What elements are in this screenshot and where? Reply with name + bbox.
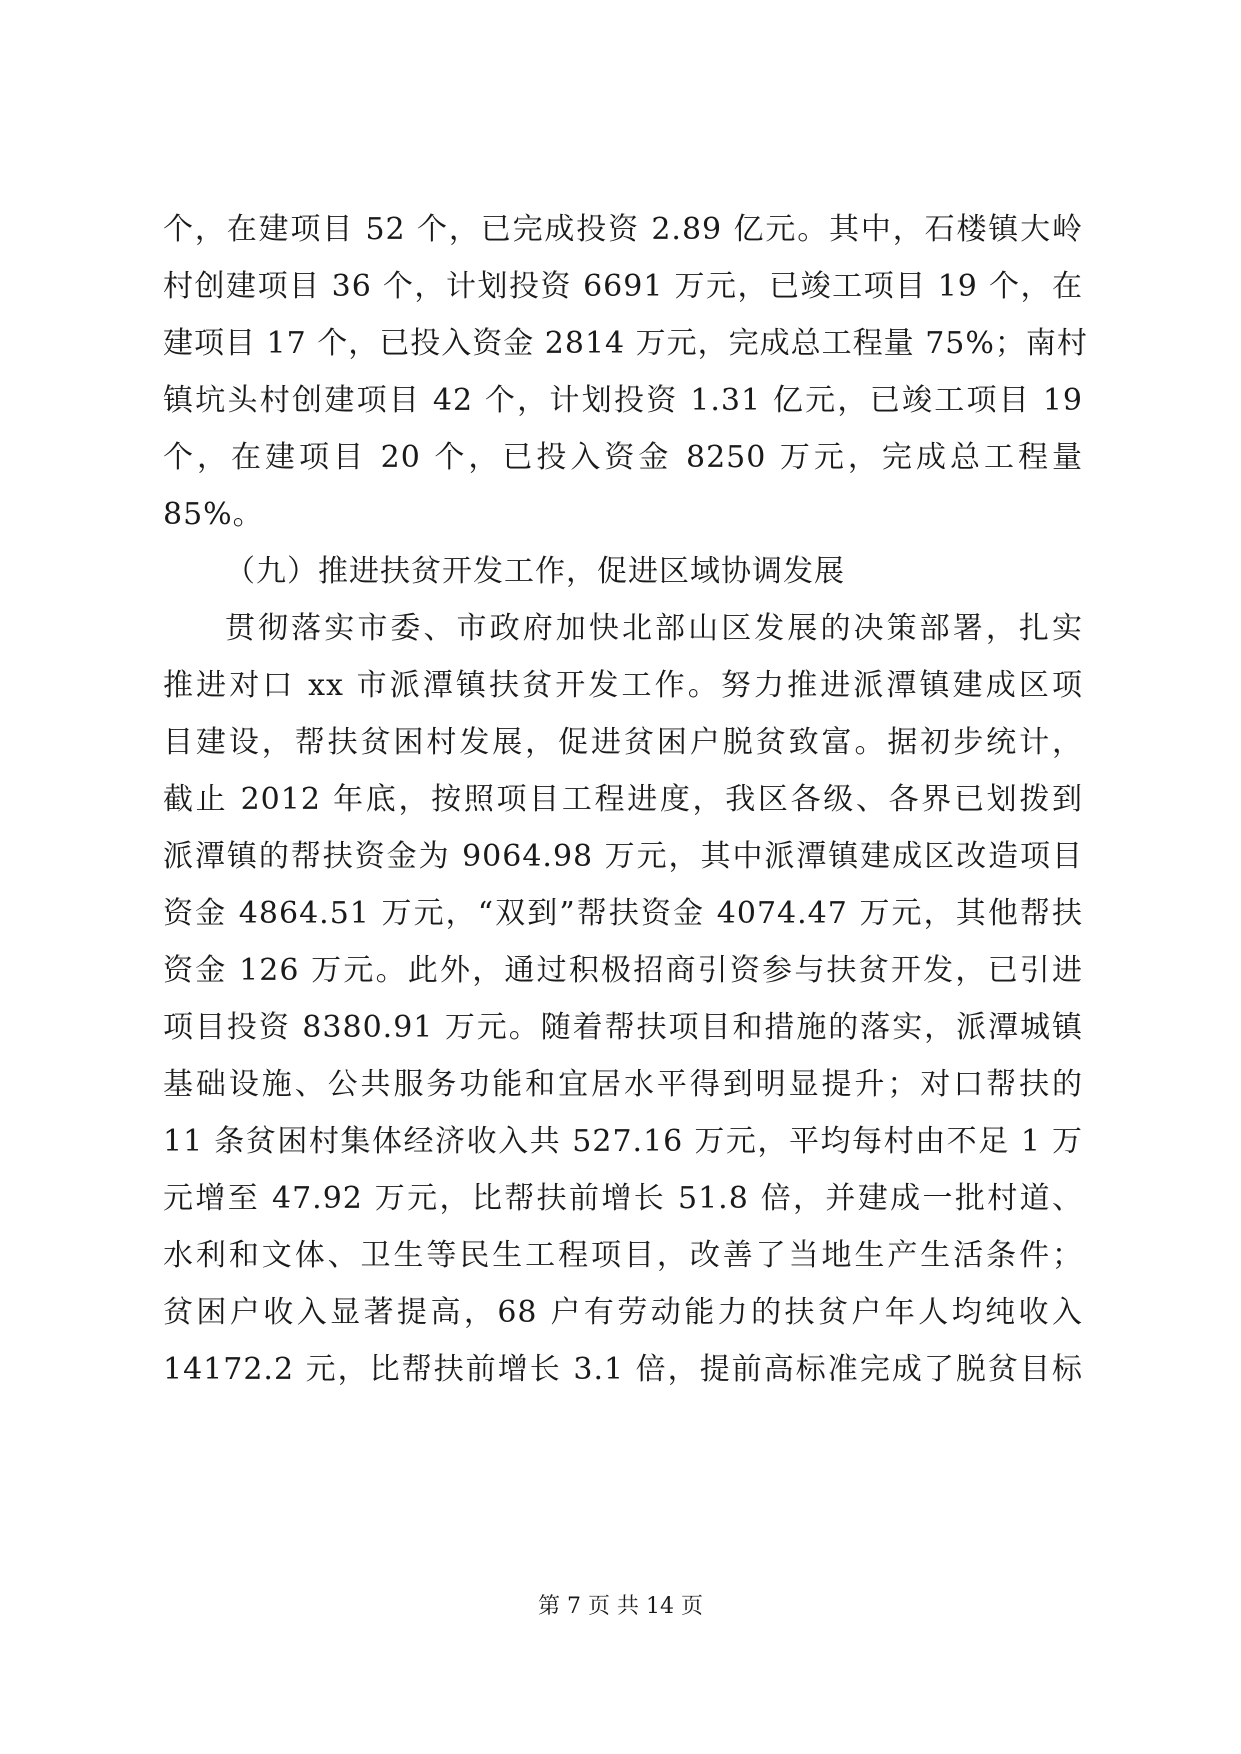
body-line-11: 截止 2012 年底，按照项目工程进度，我区各级、各界已划拨到 — [163, 782, 1083, 817]
body-line-1: 个，在建项目 52 个，已完成投资 2.89 亿元。其中，石楼镇大岭 — [163, 212, 1083, 247]
body-line-2: 村创建项目 36 个，计划投资 6691 万元，已竣工项目 19 个，在 — [163, 269, 1083, 304]
body-line-17: 11 条贫困村集体经济收入共 527.16 万元，平均每村由不足 1 万 — [163, 1124, 1083, 1159]
body-line-16: 基础设施、公共服务功能和宜居水平得到明显提升；对口帮扶的 — [163, 1067, 1083, 1102]
body-line-10: 目建设，帮扶贫困村发展，促进贫困户脱贫致富。据初步统计， — [163, 725, 1083, 760]
body-line-13: 资金 4864.51 万元，“双到”帮扶资金 4074.47 万元，其他帮扶 — [163, 896, 1083, 931]
paragraph-first-line: 贯彻落实市委、市政府加快北部山区发展的决策部署，扎实 — [225, 611, 1083, 646]
body-line-12: 派潭镇的帮扶资金为 9064.98 万元，其中派潭镇建成区改造项目 — [163, 839, 1083, 874]
body-line-14: 资金 126 万元。此外，通过积极招商引资参与扶贫开发，已引进 — [163, 953, 1083, 988]
body-line-4: 镇坑头村创建项目 42 个，计划投资 1.31 亿元，已竣工项目 19 — [163, 383, 1083, 418]
body-line-6: 85%。 — [163, 497, 264, 532]
body-line-18: 元增至 47.92 万元，比帮扶前增长 51.8 倍，并建成一批村道、 — [163, 1181, 1083, 1216]
body-line-5: 个，在建项目 20 个，已投入资金 8250 万元，完成总工程量 — [163, 440, 1083, 475]
body-line-3: 建项目 17 个，已投入资金 2814 万元，完成总工程量 75%；南村 — [163, 326, 1088, 361]
body-line-15: 项目投资 8380.91 万元。随着帮扶项目和措施的落实，派潭城镇 — [163, 1010, 1083, 1045]
body-line-20: 贫困户收入显著提高，68 户有劳动能力的扶贫户年人均纯收入 — [163, 1295, 1083, 1330]
body-line-21: 14172.2 元，比帮扶前增长 3.1 倍，提前高标准完成了脱贫目标 — [163, 1352, 1083, 1387]
body-line-19: 水利和文体、卫生等民生工程项目，改善了当地生产生活条件； — [163, 1238, 1083, 1273]
body-line-9: 推进对口 xx 市派潭镇扶贫开发工作。努力推进派潭镇建成区项 — [163, 668, 1083, 703]
page-footer: 第 7 页 共 14 页 — [538, 1594, 703, 1619]
section-heading: （九）推进扶贫开发工作，促进区域协调发展 — [225, 554, 845, 589]
